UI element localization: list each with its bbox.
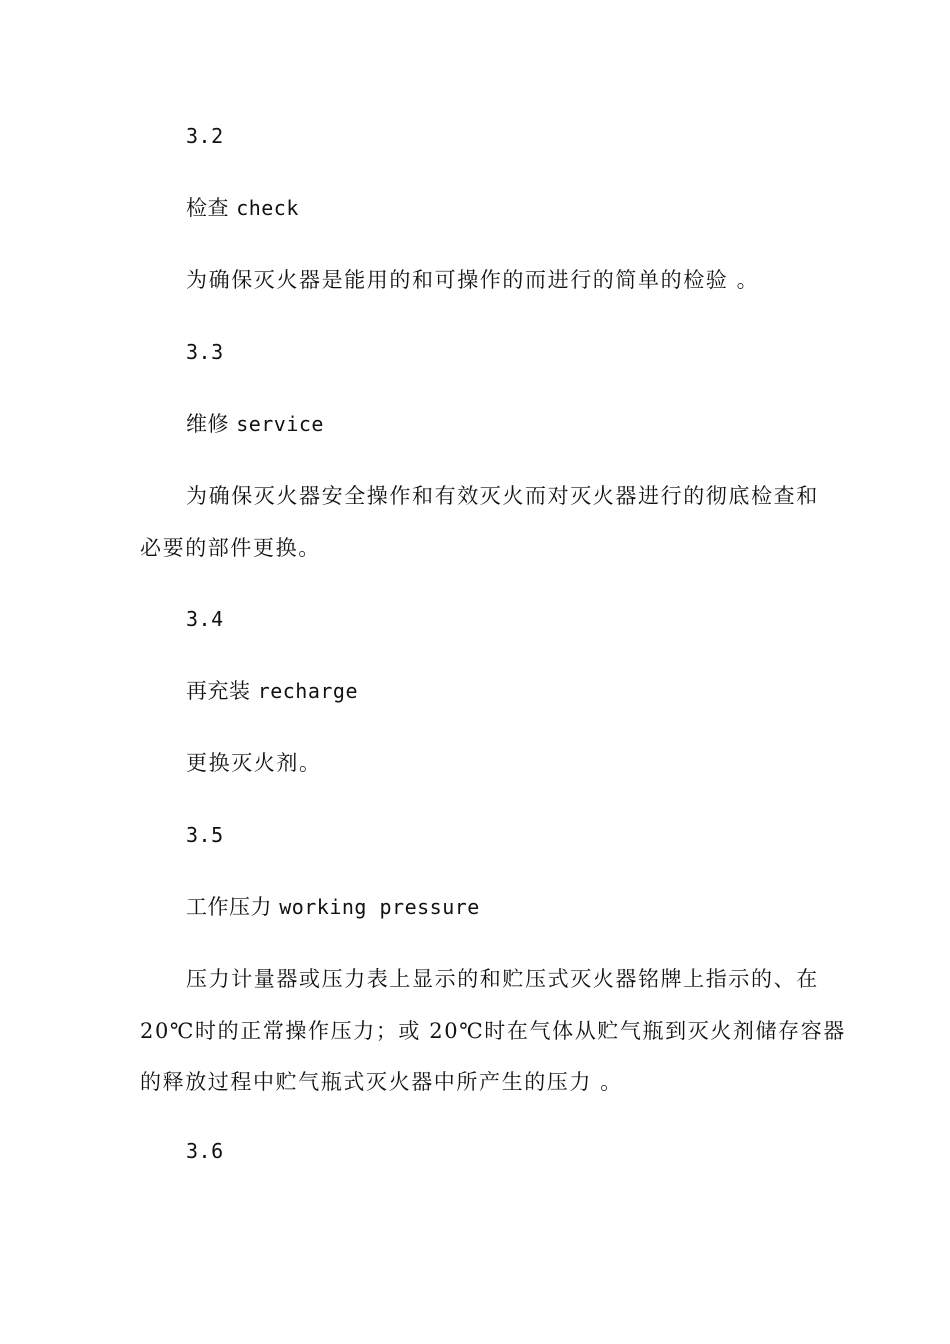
definition-line: 的释放过程中贮气瓶式灭火器中所产生的压力 。 [140, 1070, 623, 1094]
section-number: 3.3 [186, 340, 224, 364]
term-english: working pressure [279, 895, 480, 919]
term-heading [186, 676, 358, 706]
definition-line: 20℃时的正常操作压力；或 20℃时在气体从贮气瓶到灭火剂储存容器 [140, 1019, 846, 1043]
definition-line: 为确保灭火器安全操作和有效灭火而对灭火器进行的彻底检查和 [186, 484, 819, 508]
term-chinese: 检查 [186, 196, 229, 220]
section-number: 3.4 [186, 607, 224, 631]
term-chinese: 工作压力 [186, 895, 272, 919]
term-english: recharge [257, 679, 359, 703]
definition-line: 压力计量器或压力表上显示的和贮压式灭火器铭牌上指示的、在 [186, 967, 819, 991]
term-heading [186, 892, 480, 922]
term-english: service [236, 412, 324, 436]
term-chinese: 再充装 [186, 679, 251, 703]
definition-line: 更换灭火剂。 [186, 751, 322, 775]
definition-line: 必要的部件更换。 [140, 536, 321, 560]
term-chinese: 维修 [186, 412, 229, 436]
section-number: 3.2 [186, 124, 224, 148]
term-english: check [236, 196, 299, 220]
term-heading [186, 409, 324, 439]
term-heading [186, 193, 299, 223]
section-number: 3.6 [186, 1139, 224, 1163]
definition-line: 为确保灭火器是能用的和可操作的而进行的简单的检验 。 [186, 268, 760, 292]
section-number: 3.5 [186, 823, 224, 847]
